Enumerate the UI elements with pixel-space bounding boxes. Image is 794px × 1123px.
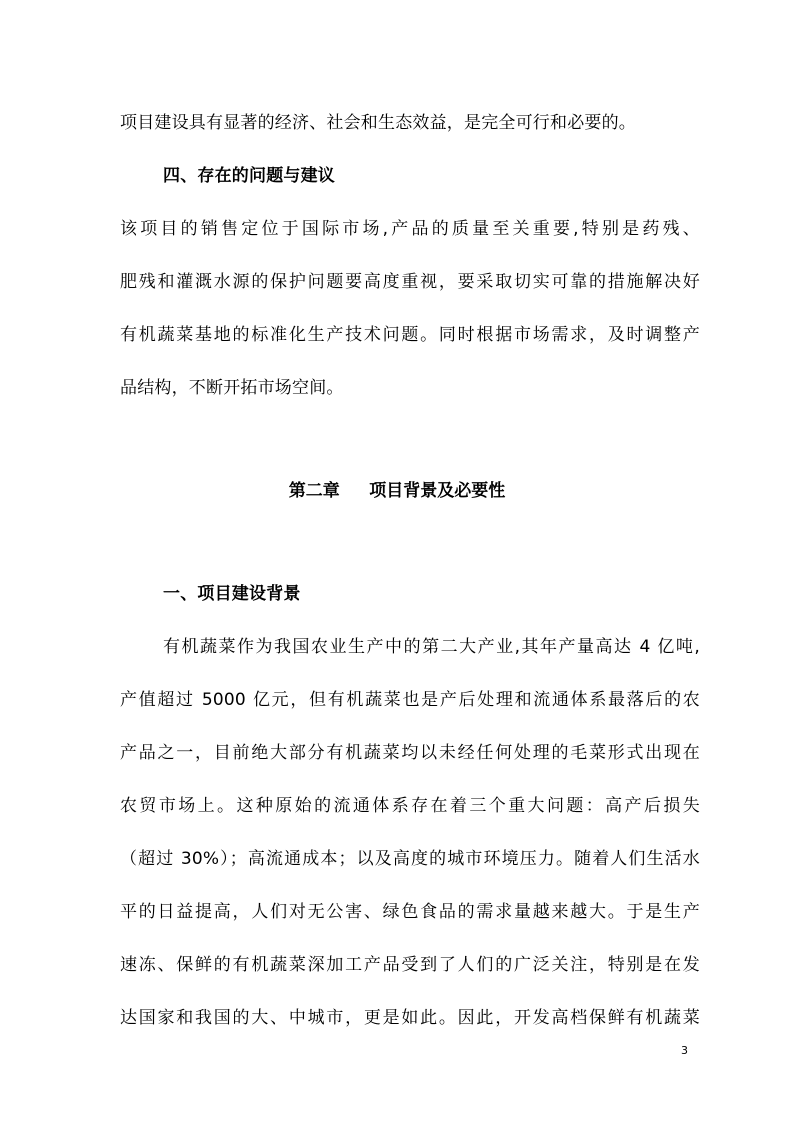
body-text-line: 该项目的销售定位于国际市场,产品的质量至关重要,特别是药残、: [120, 219, 700, 239]
body-text-line: 平的日益提高，人们对无公害、绿色食品的需求量越来越大。于是生产: [120, 902, 700, 922]
body-text-line: 农贸市场上。这种原始的流通体系存在着三个重大问题：高产后损失: [120, 796, 700, 816]
section-heading: 四、存在的问题与建议: [163, 166, 335, 186]
body-text-line: 项目建设具有显著的经济、社会和生态效益，是完全可行和必要的。: [120, 113, 636, 133]
body-text-line: 品结构，不断开拓市场空间。: [120, 378, 344, 398]
body-text-line: 有机蔬菜基地的标准化生产技术问题。同时根据市场需求，及时调整产: [120, 325, 700, 345]
body-text-line: 产值超过 5000 亿元，但有机蔬菜也是产后处理和流通体系最落后的农: [120, 690, 700, 710]
section-heading: 一、项目建设背景: [163, 584, 301, 604]
page-number: 3: [681, 1044, 688, 1057]
body-text-line: （超过 30%）；高流通成本；以及高度的城市环境压力。随着人们生活水: [120, 849, 700, 869]
body-text-line: 肥残和灌溉水源的保护问题要高度重视，要采取切实可靠的措施解决好: [120, 272, 700, 292]
body-text-line: 有机蔬菜作为我国农业生产中的第二大产业,其年产量高达 4 亿吨,: [163, 637, 700, 657]
body-text-line: 速冻、保鲜的有机蔬菜深加工产品受到了人们的广泛关注，特别是在发: [120, 955, 700, 975]
body-text-line: 产品之一，目前绝大部分有机蔬菜均以未经任何处理的毛菜形式出现在: [120, 743, 700, 763]
body-text-line: 达国家和我国的大、中城市，更是如此。因此，开发高档保鲜有机蔬菜: [120, 1008, 700, 1028]
chapter-title: 第二章 项目背景及必要性: [288, 481, 506, 501]
